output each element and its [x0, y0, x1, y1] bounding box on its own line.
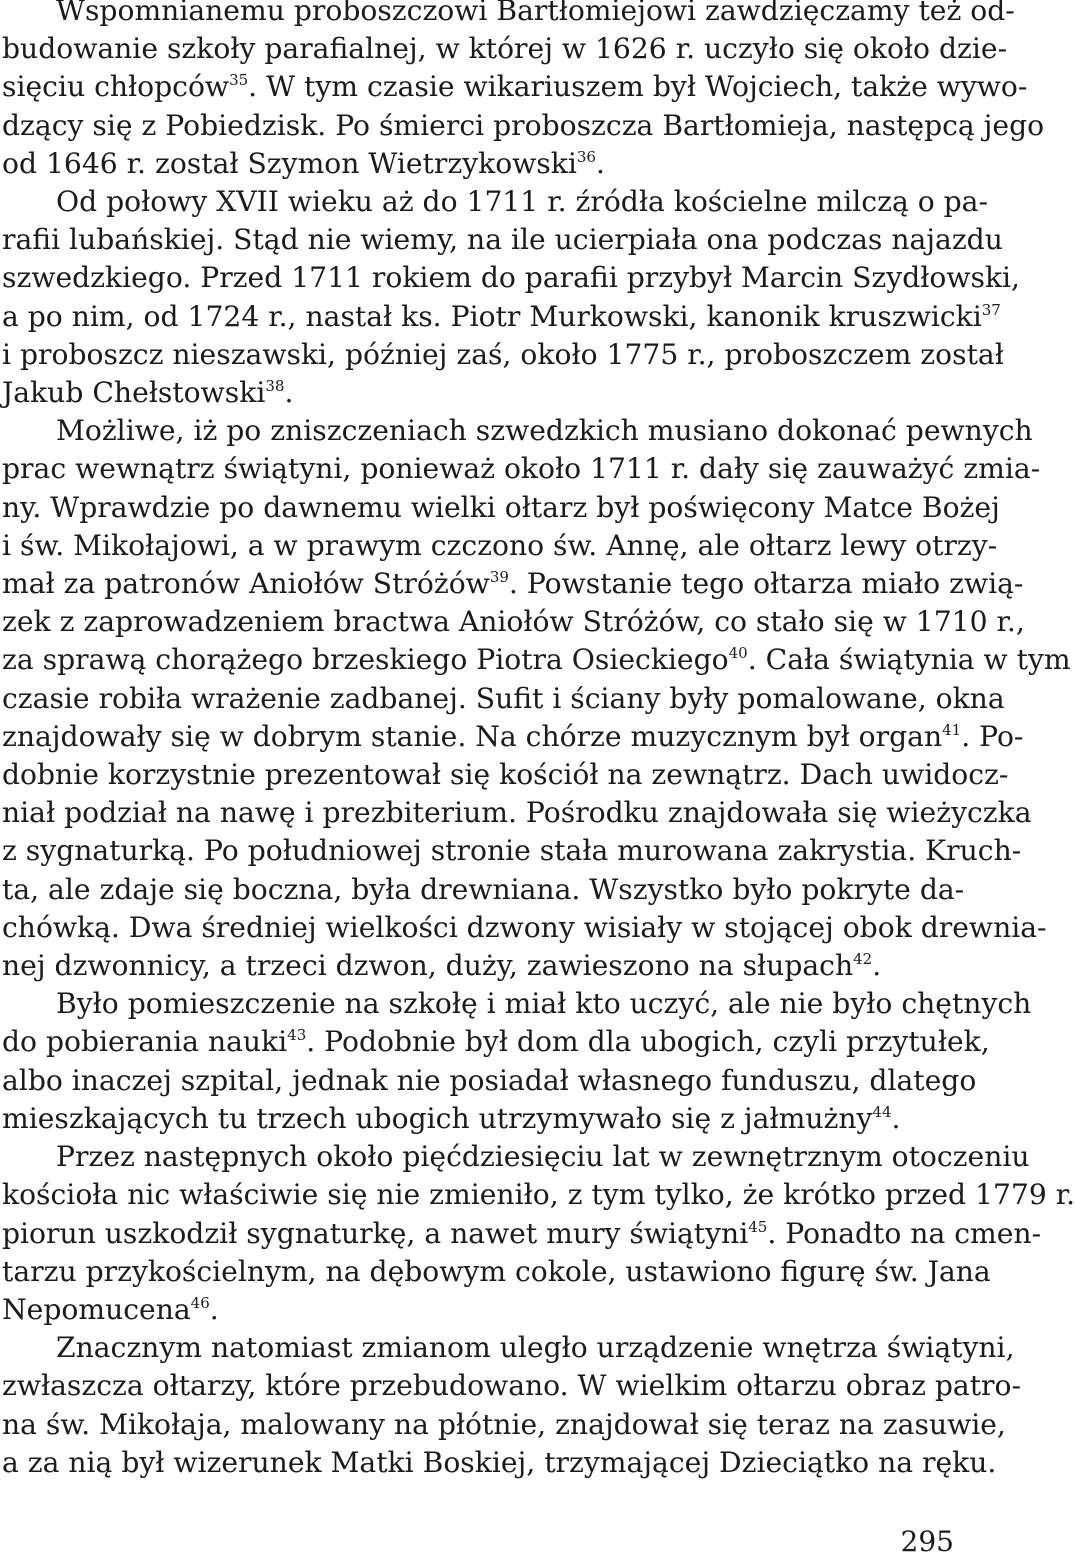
text-line: [2, 107, 1045, 145]
line-text: do pobierania nauki: [2, 1025, 288, 1059]
line-text: zek z zaprowadzeniem bractwa Aniołów Stróżów, co stało się w 1710 r.,: [2, 605, 1025, 639]
line-text: od 1646 r. został Szymon Wietrzykowski: [2, 146, 577, 180]
paragraph: [2, 183, 1020, 412]
line-text: tarzu przykościelnym, na dębowym cokole, ustawiono figurę św. Jana: [2, 1254, 991, 1288]
paragraph: [2, 1329, 1022, 1482]
text-line: [2, 603, 1025, 641]
text-line: [2, 985, 1032, 1023]
line-text: nej dzwonnicy, a trzeci dzwon, duży, zawieszono na słupach: [2, 949, 854, 983]
text-line: [2, 450, 1041, 488]
line-text: ta, ale zdaje się boczna, była drewniana. Wszystko było pokryte da-: [2, 872, 965, 906]
footnote-reference: 35: [229, 71, 249, 90]
paragraph: [2, 1138, 1075, 1329]
text-line: [2, 1215, 1042, 1253]
line-text: a po nim, od 1724 r., nastał ks. Piotr Murkowski, kanonik kruszwicki: [2, 299, 982, 333]
footnote-reference: 38: [265, 377, 285, 396]
text-line: [2, 947, 954, 985]
footnote-reference: 40: [728, 644, 748, 663]
line-text: ny. Wprawdzie po dawnemu wielki ołtarz był poświęcony Matce Bożej: [2, 490, 1000, 524]
text-line: [2, 565, 1024, 603]
footnote-reference: 39: [489, 568, 509, 587]
line-text: kościoła nic właściwie się nie zmieniło, z tym tylko, że krótko przed 1779 r.: [2, 1178, 1075, 1212]
line-text: niał podział na nawę i prezbiterium. Pośrodku znajdowała się wieżyczka: [2, 796, 1032, 830]
text-line: [2, 718, 1024, 756]
line-text: zwłaszcza ołtarzy, które przebudowano. W wielkim ołtarzu obraz patro-: [2, 1369, 1022, 1403]
line-text-continued: . Cała świątynia w tym: [747, 643, 1071, 677]
text-line: [2, 145, 954, 183]
text-line: [2, 680, 1005, 718]
footnote-reference: 41: [942, 720, 962, 739]
line-text: Znacznym natomiast zmianom uległo urządzenie wnętrza świątyni,: [56, 1331, 1015, 1365]
line-text: rafii lubańskiej. Stąd nie wiemy, na ile ucierpiała ona podczas najazdu: [2, 223, 1003, 257]
line-text: za sprawą chorążego brzeskiego Piotra Osieckiego: [2, 643, 729, 677]
line-text: Jakub Chełstowski: [2, 376, 266, 410]
line-text-continued: .: [209, 1292, 219, 1326]
paragraph: [2, 985, 1032, 1138]
line-text-continued: . Po-: [961, 719, 1024, 753]
body-text: [2, 0, 1075, 1482]
line-text: chówką. Dwa średniej wielkości dzwony wisiały w stojącej obok drewnia-: [2, 910, 1047, 944]
text-line: [2, 336, 1004, 374]
line-text: a za nią był wizerunek Matki Boskiej, trzymającej Dzieciątko na ręku.: [2, 1445, 997, 1479]
line-text: Wspomnianemu proboszczowi Bartłomiejowi zawdzięczamy też od-: [56, 0, 1015, 27]
line-text-continued: .: [891, 1101, 901, 1135]
footnote-reference: 44: [872, 1102, 892, 1121]
text-line: [2, 68, 1028, 106]
text-line: [2, 1329, 1015, 1367]
text-line: [2, 1176, 1075, 1214]
text-line: [2, 489, 1000, 527]
line-text: budowanie szkoły parafialnej, w której w 1626 r. uczyło się około dzie-: [2, 32, 1008, 66]
page-number: 295: [900, 1524, 954, 1558]
footnote-reference: 46: [190, 1293, 210, 1312]
footnote-reference: 42: [853, 950, 873, 969]
text-line: [2, 412, 1033, 450]
line-text: z sygnaturką. Po południowej stronie stała murowana zakrystia. Kruch-: [2, 834, 1022, 868]
text-line: [2, 1291, 954, 1329]
text-line: [2, 221, 1003, 259]
text-line: [2, 756, 1009, 794]
text-line: [2, 259, 1020, 297]
text-line: [2, 527, 998, 565]
line-text: sięciu chłopców: [2, 70, 230, 104]
text-line: [2, 1367, 1022, 1405]
line-text: na św. Mikołaja, malowany na płótnie, znajdował się teraz na zasuwie,: [2, 1407, 1006, 1441]
text-line: [2, 871, 965, 909]
text-line: [2, 832, 1022, 870]
text-line: [2, 298, 1001, 336]
line-text: dzący się z Pobiedzisk. Po śmierci proboszcza Bartłomieja, następcą jego: [2, 108, 1045, 142]
line-text: czasie robiła wrażenie zadbanej. Sufit i ściany były pomalowane, okna: [2, 681, 1005, 715]
line-text-continued: .: [284, 376, 294, 410]
line-text: Od połowy XVII wieku aż do 1711 r. źródła kościelne milczą o pa-: [56, 185, 989, 219]
line-text: i św. Mikołajowi, a w prawym czczono św. Annę, ale ołtarz lewy otrzy-: [2, 528, 998, 562]
text-line: [2, 1444, 997, 1482]
line-text: i proboszcz nieszawski, później zaś, około 1775 r., proboszczem został: [2, 337, 1004, 371]
line-text-continued: . Podobnie był dom dla ubogich, czyli przytułek,: [306, 1025, 990, 1059]
text-line: [2, 909, 1047, 947]
text-line: [2, 183, 989, 221]
footnote-reference: 45: [748, 1217, 768, 1236]
footnote-reference: 43: [287, 1026, 307, 1045]
text-line: [2, 1138, 1030, 1176]
text-line: [2, 1023, 990, 1061]
line-text-continued: .: [872, 949, 882, 983]
line-text: Było pomieszczenie na szkołę i miał kto uczyć, ale nie było chętnych: [56, 987, 1032, 1021]
line-text: mał za patronów Aniołów Stróżów: [2, 567, 490, 601]
line-text: Możliwe, iż po zniszczeniach szwedzkich musiano dokonać pewnych: [56, 414, 1033, 448]
text-line: [2, 30, 1008, 68]
text-line: [2, 1253, 991, 1291]
text-line: [2, 794, 1032, 832]
line-text-continued: . Powstanie tego ołtarza miało zwią-: [508, 567, 1024, 601]
line-text: albo inaczej szpital, jednak nie posiadał własnego funduszu, dlatego: [2, 1063, 977, 1097]
line-text: prac wewnątrz świątyni, ponieważ około 1711 r. dały się zauważyć zmia-: [2, 452, 1041, 486]
line-text: mieszkających tu trzech ubogich utrzymywało się z jałmużny: [2, 1101, 873, 1135]
text-line: [2, 641, 1071, 679]
line-text: Przez następnych około pięćdziesięciu lat w zewnętrznym otoczeniu: [56, 1140, 1030, 1174]
line-text: szwedzkiego. Przed 1711 rokiem do parafii przybył Marcin Szydłowski,: [2, 261, 1020, 295]
footnote-reference: 37: [981, 300, 1001, 319]
line-text-continued: . W tym czasie wikariuszem był Wojciech, także wywo-: [248, 70, 1028, 104]
paragraph: [2, 412, 1071, 985]
text-line: [2, 374, 954, 412]
footnote-reference: 36: [576, 147, 596, 166]
text-line: [2, 1100, 954, 1138]
line-text: znajdowały się w dobrym stanie. Na chórze muzycznym był organ: [2, 719, 943, 753]
paragraph: [2, 0, 1045, 183]
text-line: [2, 0, 1015, 30]
text-line: [2, 1406, 1006, 1444]
line-text: dobnie korzystnie prezentował się kościół na zewnątrz. Dach uwidocz-: [2, 758, 1009, 792]
line-text: Nepomucena: [2, 1292, 191, 1326]
text-line: [2, 1062, 977, 1100]
line-text-continued: . Ponadto na cmen-: [767, 1216, 1042, 1250]
line-text: piorun uszkodził sygnaturkę, a nawet mury świątyni: [2, 1216, 749, 1250]
line-text-continued: .: [595, 146, 605, 180]
